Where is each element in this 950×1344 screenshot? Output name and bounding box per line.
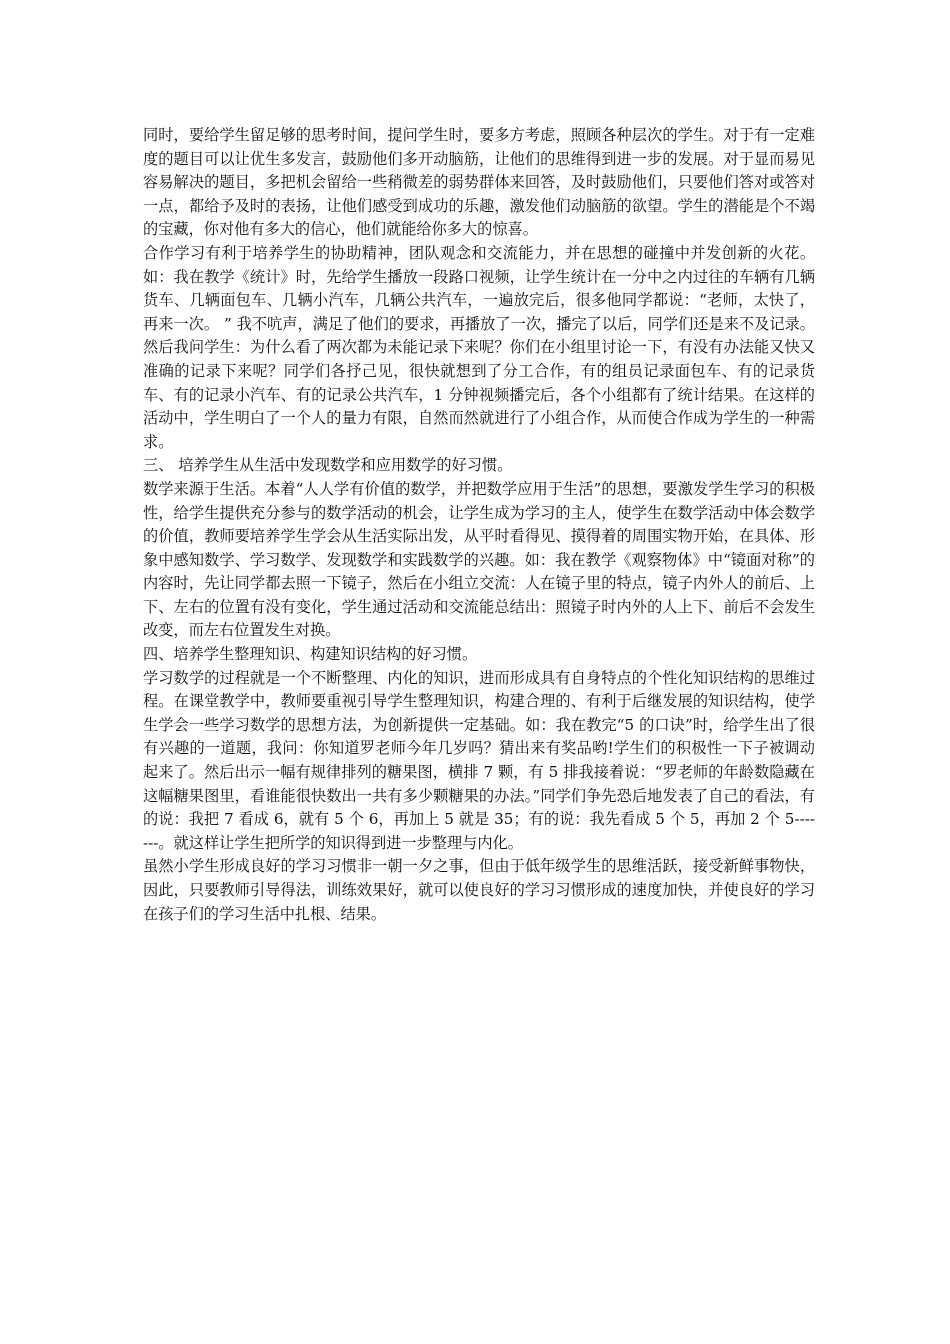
paragraph-knowledge-structure: 学习数学的过程就是一个不断整理、内化的知识，进而形成具有自身特点的个性化知识结构的思维过程。在课堂教学中，教师要重视引导学生整理知识，构建合理的、有利于后继发展的知识结构，使学生学会一些学习数学的思想方法，为创新提供一定基础。如：我在教完“5 的口诀”时，给学生出了很有兴趣的一道题，我问：你知道罗老师今年几岁吗？猜出来有奖品哟!学生们的积极性一下子被调动起来了。然后出示一幅有规律排列的糖果图，横排 7 颗，有 5 排我接着说：“罗老师的年龄数隐藏在这幅糖果图里，看谁能很快数出一共有多少颗糖果的办法。”同学们争先恐后地发表了自己的看法，有的说：我把 7 看成 6，就有 5 个 6，再加上 5 就是 35；有的说：我先看成 5 个 5，再加 2 个 5-------。就这样让学生把所学的知识得到进一步整理与内化。 [143,668,815,852]
document-body [143,124,815,926]
section-heading-three: 三、 培养学生从生活中发现数学和应用数学的好习惯。 [143,456,513,475]
paragraph-thinking-time: 同时，要给学生留足够的思考时间，提问学生时，要多方考虑，照顾各种层次的学生。对于有一定难度的题目可以让优生多发言，鼓励他们多开动脑筋，让他们的思维得到进一步的发展。对于显而易见容易解决的题目，多把机会留给一些稍微差的弱势群体来回答，及时鼓励他们，只要他们答对或答对一点，都给予及时的表扬，让他们感受到成功的乐趣，激发他们动脑筋的欲望。学生的潜能是个不竭的宝藏，你对他有多大的信心，他们就能给你多大的惊喜。 [143,126,815,239]
paragraph-conclusion: 虽然小学生形成良好的学习习惯非一朝一夕之事，但由于低年级学生的思维活跃，接受新鲜事物快，因此，只要教师引导得法，训练效果好，就可以使良好的学习习惯形成的速度加快，并使良好的学习在孩子们的学习生活中扎根、结果。 [143,857,815,923]
paragraph-math-from-life: 数学来源于生活。本着“人人学有价值的数学，并把数学应用于生活”的思想，要激发学生学习的积极性，给学生提供充分参与的数学活动的机会，让学生成为学习的主人，使学生在数学活动中体会数学的价值，教师要培养学生学会从生活实际出发，从平时看得见、摸得着的周围实物开始，在具体、形象中感知数学、学习数学、发现数学和实践数学的兴趣。如：我在教学《观察物体》中“镜面对称”的内容时，先让同学都去照一下镜子，然后在小组立交流：人在镜子里的特点，镜子内外人的前后、上下、左右的位置有没有变化，学生通过活动和交流能总结出：照镜子时内外的人上下、前后不会发生改变，而左右位置发生对换。 [143,479,815,640]
paragraph-cooperative-learning: 合作学习有利于培养学生的协助精神，团队观念和交流能力，并在思想的碰撞中并发创新的火花。如：我在教学《统计》时，先给学生播放一段路口视频，让学生统计在一分中之内过往的车辆有几辆货车、几辆面包车、几辆小汽车，几辆公共汽车，一遍放完后，很多他同学都说：“老师，太快了，再来一次。 ” 我不吭声，满足了他们的要求，再播放了一次，播完了以后，同学们还是来不及记录。然后我问学生：为什么看了两次都为未能记录下来呢？你们在小组里讨论一下，有没有办法能又快又准确的记录下来呢？同学们各抒己见，很快就想到了分工合作，有的组员记录面包车、有的记录货车、有的记录小汽车、有的记录公共汽车，1 分钟视频播完后，各个小组都有了统计结果。在这样的活动中，学生明白了一个人的量力有限，自然而然就进行了小组合作，从而使合作成为学生的一种需求。 [143,243,815,451]
section-heading-four: 四、培养学生整理知识、构建知识结构的好习惯。 [143,645,478,664]
